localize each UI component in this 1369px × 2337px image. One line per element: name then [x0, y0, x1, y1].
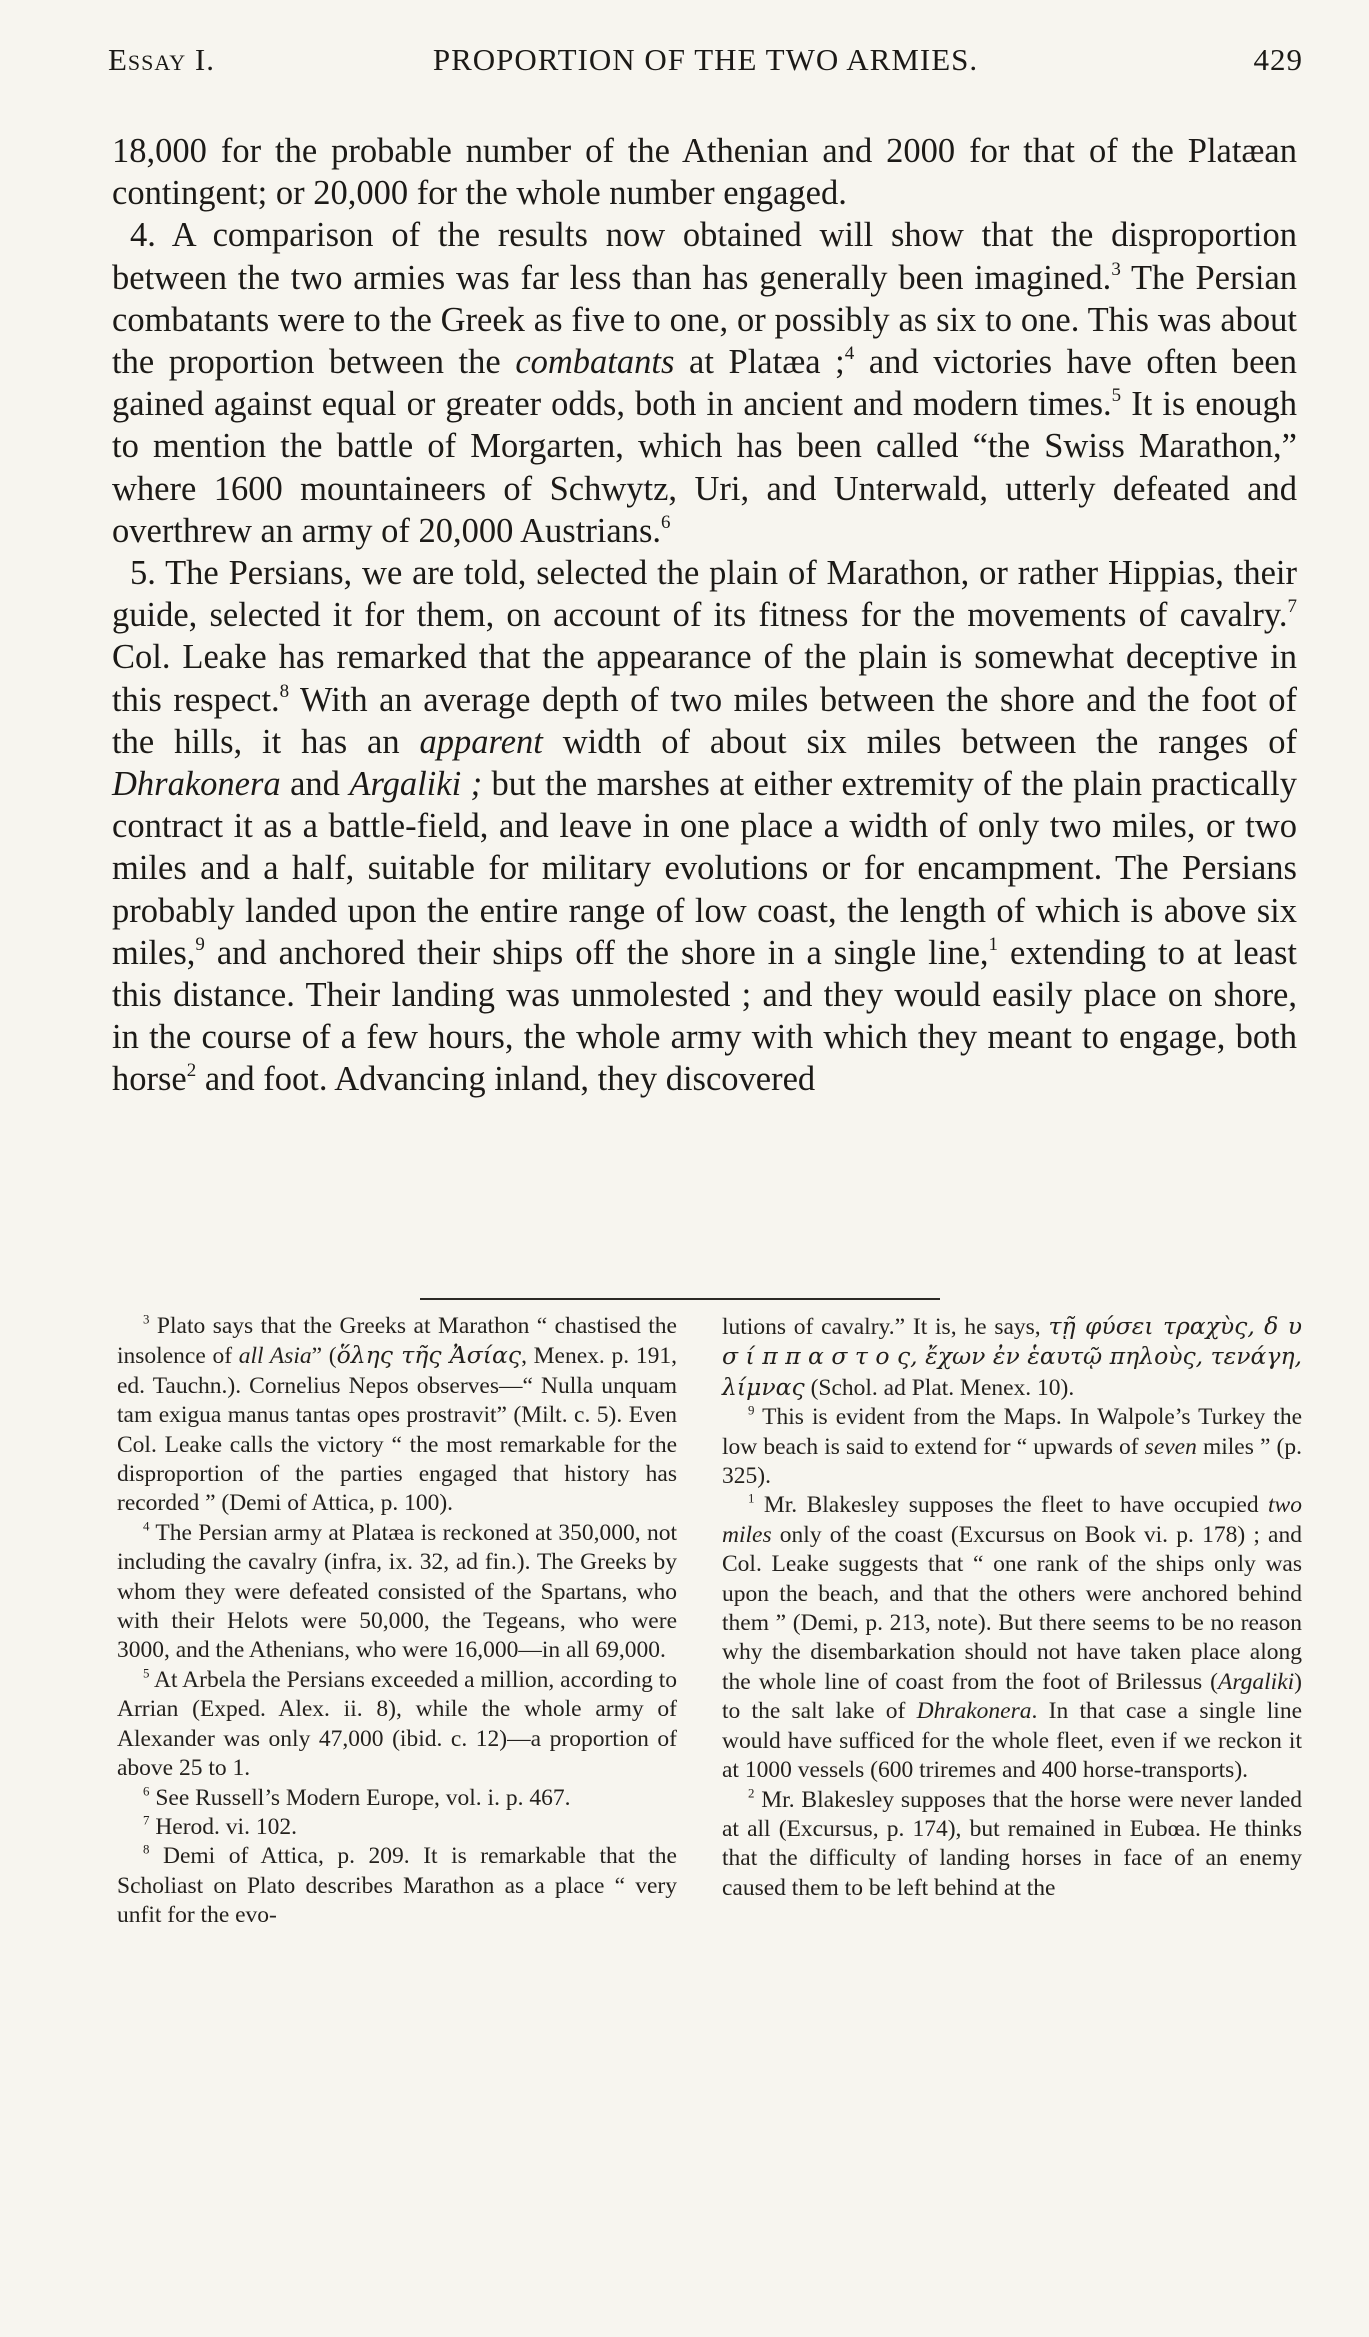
- footnote-4: [117, 1519, 677, 1666]
- footnote-3-text-b: ” (: [311, 1343, 337, 1370]
- footnote-3-italic: all Asia: [238, 1343, 312, 1370]
- footnote-8-continued: [722, 1312, 1302, 1403]
- footnote-3: [117, 1312, 677, 1519]
- footnote-ref-6: 6: [661, 511, 671, 533]
- p3-text-e: and: [280, 765, 350, 804]
- p3-text-f: but the marshes at either extremity of the plain practically contract it as a battle-field, and leave in one place a width of only two miles, or two miles and a half, suitable for military evolutions or for encampment. The Persians probably landed upon the entire range of low coast, the length of which is above six miles,: [112, 765, 1297, 972]
- footnote-ref-7: 7: [1287, 596, 1297, 618]
- p3-italic-apparent: apparent: [419, 722, 543, 761]
- footnote-8-greek: τῇ φύσει τραχὺς, δ υ σ ί π π α σ τ ο ς, ἔχων ἐν ἑαυτῷ πηλοὺς, τενάγη, λίμνας: [722, 1312, 1303, 1401]
- p3-text-i: and foot. Advancing inland, they discovered: [196, 1060, 816, 1099]
- footnotes-right-column: [722, 1312, 1302, 1903]
- footnote-1-text-d: . In that case a single line would have sufficed for the whole fleet, even if we reckon it at 1000 vessels (600 triremes and 400 horse-transports).: [722, 1698, 1302, 1784]
- footnote-8-number: 8: [143, 1841, 150, 1857]
- footnote-ref-9: 9: [195, 933, 205, 955]
- footnote-7-number: 7: [143, 1812, 150, 1828]
- footnote-1-italic-a: two miles: [722, 1492, 1302, 1548]
- footnote-ref-5: 5: [1111, 385, 1122, 406]
- footnote-9-text-b: miles ” (p. 325).: [722, 1433, 1302, 1490]
- footnote-3-greek: ὅλης τῆς Ἀσίας: [336, 1341, 522, 1370]
- footnote-1-text-b: only of the coast (Excursus on Book vi. p. 178) ; and Col. Leake suggests that “ one rank of the ships only was upon the beach, and that the others were anchored behind them ” (Demi, p. 213, note). But there seems to be no reason why the disembarkation should not have taken place along the whole line of coast from the foot of Brilessus (: [722, 1521, 1302, 1695]
- paragraph-1-text: 18,000 for the probable number of the Athenian and 2000 for that of the Platæan contingent; or 20,000 for the whole number engaged.: [112, 132, 1297, 213]
- footnote-4-text: The Persian army at Platæa is reckoned at 350,000, not including the cavalry (infra, ix. 32, ad fin.). The Greeks by whom they were defeated consisted of the Spartans, who with their Helots were 50,000, the Tegeans, who were 3000, and the Athenians, who were 16,000—in all 69,000.: [117, 1519, 677, 1664]
- footnote-7: [117, 1813, 677, 1842]
- footnote-1-number: 1: [748, 1490, 755, 1506]
- footnote-6: [117, 1784, 677, 1813]
- p3-text-c: With an average depth of two miles between the shore and the foot of the hills, it has an: [112, 680, 1297, 761]
- footnote-ref-3: 3: [1111, 258, 1121, 280]
- footnote-1-text-a: Mr. Blakesley supposes the fleet to have occupied: [754, 1492, 1269, 1519]
- footnote-8: [117, 1842, 677, 1930]
- p3-italic-dhrakonera: Dhrakonera: [112, 765, 281, 804]
- footnote-9: [722, 1403, 1302, 1491]
- p2-text-b: The Persian combatants were to the Greek as five to one, or possibly as six to one. This was about the proportion between the: [112, 258, 1298, 382]
- p3-text-g: and anchored their ships off the shore in a single line,: [204, 933, 989, 972]
- footnote-5-text: At Arbela the Persians exceeded a million, according to Arrian (Exped. Alex. ii. 8), while the whole army of Alexander was only 47,000 (ibid. c. 12)—a proportion of above 25 to 1.: [117, 1666, 677, 1782]
- footnote-ref-8: 8: [279, 680, 290, 702]
- footnote-1-italic-b: Argaliki: [1218, 1668, 1295, 1695]
- p2-text-d: and victories have often been gained against equal or greater odds, both in ancient and modern times.: [112, 343, 1297, 424]
- footnote-ref-2: 2: [186, 1060, 197, 1082]
- footnote-7-text: Herod. vi. 102.: [149, 1813, 297, 1840]
- footnote-3-number: 3: [143, 1311, 150, 1327]
- p2-text-e: It is enough to mention the battle of Morgarten, which has been called “the Swiss Marathon,” where 1600 mountaineers of Schwytz, Uri, and Unterwald, utterly defeated and overthrew an army of 20,000 Austrians.: [112, 385, 1297, 550]
- footnote-1-italic-c: Dhrakonera: [916, 1698, 1032, 1725]
- footnote-9-text-a: This is evident from the Maps. In Walpole’s Turkey the low beach is said to extend for “ upwards of: [722, 1404, 1302, 1460]
- footnote-1: [722, 1491, 1302, 1785]
- p2-text-a: 4. A comparison of the results now obtained will show that the disproportion between the two armies was far less than has generally been imagined.: [112, 216, 1297, 297]
- footnote-2: [722, 1786, 1302, 1904]
- p3-italic-argaliki: Argaliki ;: [349, 765, 483, 804]
- paragraph-2: [112, 214, 1297, 552]
- p3-text-a: 5. The Persians, we are told, selected the plain of Marathon, or rather Hippias, their guide, selected it for them, on account of its fitness for the movements of cavalry.: [112, 554, 1297, 635]
- p3-text-b: Col. Leake has remarked that the appearance of the plain is somewhat deceptive in this respect.: [112, 638, 1297, 719]
- footnote-4-number: 4: [143, 1518, 150, 1534]
- footnote-5-number: 5: [143, 1665, 150, 1681]
- footnote-3-text-a: Plato says that the Greeks at Marathon “ chastised the insolence of: [117, 1313, 677, 1370]
- footnote-8-cont-text-a: lutions of cavalry.” It is, he says,: [722, 1314, 1049, 1340]
- footnote-3-text-c: , Menex. p. 191, ed. Tauchn.). Cornelius Nepos observes—“ Nulla unquam tam exigua manus tantas opes prostravit” (Milt. c. 5). Even Col. Leake calls the victory “ the most remarkable for the disproportion of the parties engaged that history has recorded ” (Demi of Attica, p. 100).: [117, 1343, 677, 1517]
- footnote-9-italic: seven: [1144, 1433, 1197, 1460]
- footnote-2-number: 2: [748, 1784, 755, 1800]
- footnote-6-number: 6: [143, 1782, 150, 1798]
- footnotes-left-column: [117, 1312, 677, 1931]
- p3-text-h: extending to at least this distance. Their landing was unmolested ; and they would easily place on shore, in the course of a few hours, the whole army with which they meant to engage, both horse: [112, 933, 1297, 1099]
- p3-text-d: width of about six miles between the ranges of: [542, 722, 1297, 761]
- footnote-2-text: Mr. Blakesley supposes that the horse were never landed at all (Excursus, p. 174), but remained in Eubœa. He thinks that the difficulty of landing horses in face of an enemy caused them to be left behind at the: [722, 1786, 1302, 1901]
- page-number: 429: [1253, 42, 1303, 77]
- footnote-ref-1: 1: [988, 933, 999, 955]
- footnote-9-number: 9: [748, 1402, 755, 1418]
- footnote-1-text-c: ) to the salt lake of: [722, 1668, 1302, 1725]
- footnote-ref-4: 4: [844, 342, 855, 364]
- header-title: PROPORTION OF THE TWO ARMIES.: [432, 42, 979, 77]
- running-header: [108, 42, 1303, 92]
- header-essay-label: Essay I.: [108, 42, 215, 77]
- footnote-5: [117, 1666, 677, 1784]
- paragraph-1: [112, 130, 1297, 214]
- p2-italic-combatants: combatants: [515, 343, 675, 382]
- footnote-8-cont-text-b: (Schol. ad Plat. Menex. 10).: [804, 1374, 1075, 1401]
- paragraph-3: [112, 552, 1297, 1101]
- p2-text-c: at Platæa ;: [674, 343, 845, 382]
- footnote-separator: [420, 1298, 940, 1300]
- footnote-8-text: Demi of Attica, p. 209. It is remarkable that the Scholiast on Plato describes Marathon as a place “ very unfit for the evo-: [117, 1843, 677, 1929]
- footnote-6-text: See Russell’s Modern Europe, vol. i. p. 467.: [149, 1784, 571, 1811]
- main-text: [112, 130, 1297, 1101]
